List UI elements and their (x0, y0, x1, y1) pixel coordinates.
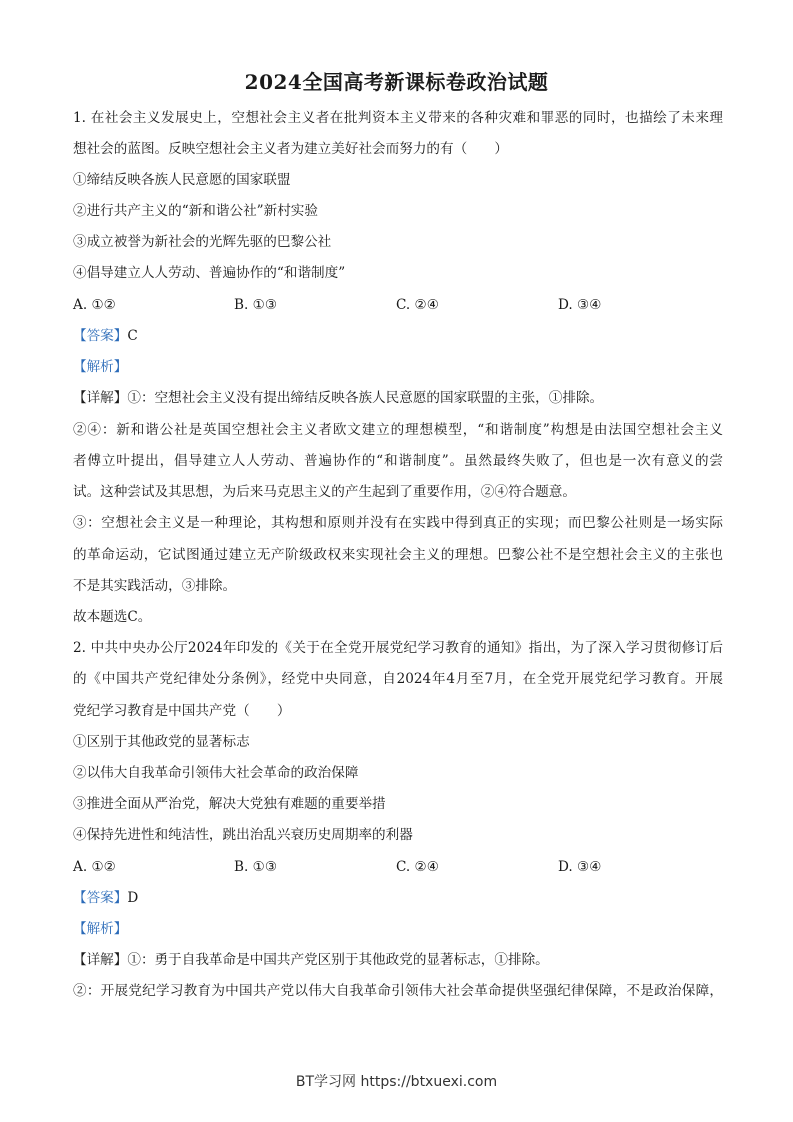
q1-option-a: A. ①② (73, 297, 116, 313)
q2-option-b: B. ①③ (234, 859, 278, 875)
q1-detail-tag: 【详解】 (73, 390, 128, 406)
q2-option-c: C. ②④ (396, 859, 439, 875)
q1-detail-first-text: ①：空想社会主义没有提出缔结反映各族人民意愿的国家联盟的主张，①排除。 (127, 390, 604, 406)
q1-conclusion: 故本题选C。 (73, 609, 152, 625)
q1-answer-value: C (127, 328, 138, 344)
q2-option-a: A. ①② (73, 859, 116, 875)
q1-detail-first (73, 389, 723, 407)
q1-detail-line-3: 试。这种尝试及其思想，为后来马克思主义的产生起到了重要作用，②④符合题意。 (73, 484, 576, 500)
q2-item-2: ②以伟大自我革命引领伟大社会革命的政治保障 (73, 765, 359, 781)
q1-analysis (73, 358, 723, 376)
q2-analysis (73, 920, 723, 938)
q2-stem-line-2: 的《中国共产党纪律处分条例》，经党中央同意，自2024年4月至7月，在全党开展党纪学习教育。开展 (73, 671, 723, 687)
q1-analysis-tag: 【解析】 (73, 359, 128, 375)
q1-option-c: C. ②④ (396, 297, 439, 313)
q1-answer-tag: 【答案】 (73, 328, 128, 344)
q1-detail-line-2: 者傅立叶提出，倡导建立人人劳动、普遍协作的“和谐制度”。虽然最终失败了，但也是一次有意义的尝 (73, 453, 723, 469)
page-title: 2024全国高考新课标卷政治试题 (244, 70, 549, 94)
q1-option-d: D. ③④ (558, 297, 602, 313)
q2-answer-value: D (127, 890, 139, 906)
q1-stem-line-2: 想社会的蓝图。反映空想社会主义者为建立美好社会而努力的有（ ） (73, 141, 508, 157)
q1-option-b: B. ①③ (234, 297, 278, 313)
q1-item-3: ③成立被誉为新社会的光辉先驱的巴黎公社 (73, 234, 332, 250)
q1-detail-line-4: ③：空想社会主义是一种理论，其构想和原则并没有在实践中得到真正的实现；而巴黎公社则是一场实际 (73, 515, 723, 531)
q2-analysis-tag: 【解析】 (73, 921, 128, 937)
q1-stem-line-1: 1. 在社会主义发展史上，空想社会主义者在批判资本主义带来的各种灾难和罪恶的同时，也描绘了未来理 (73, 110, 723, 126)
q2-item-3: ③推进全面从严治党，解决大党独有难题的重要举措 (73, 796, 386, 812)
q1-item-4: ④倡导建立人人劳动、普遍协作的“和谐制度” (73, 265, 346, 281)
q1-detail-line-6: 不是其实践活动，③排除。 (73, 578, 237, 594)
q2-detail-line-1: ②：开展党纪学习教育为中国共产党以伟大自我革命引领伟大社会革命提供坚强纪律保障，不是政治保障， (73, 983, 723, 999)
q2-detail-tag: 【详解】 (73, 952, 128, 968)
q2-answer (73, 889, 723, 907)
q2-stem-line-3: 党纪学习教育是中国共产党（ ） (73, 703, 291, 719)
site-footer: BT学习网 https://btxuexi.com (295, 1074, 498, 1090)
q1-detail-line-5: 的革命运动，它试图通过建立无产阶级政权来实现社会主义的理想。巴黎公社不是空想社会主义的主张也 (73, 547, 723, 563)
q2-detail-first-text: ①：勇于自我革命是中国共产党区别于其他政党的显著标志，①排除。 (127, 952, 549, 968)
q1-answer (73, 327, 723, 345)
q1-detail-line-1: ②④：新和谐公社是英国空想社会主义者欧文建立的理想模型，“和谐制度”构想是由法国空想社会主义 (73, 422, 723, 438)
q1-item-2: ②进行共产主义的“新和谐公社”新村实验 (73, 203, 318, 219)
q2-item-4: ④保持先进性和纯洁性，跳出治乱兴衰历史周期率的利器 (73, 827, 413, 843)
q2-item-1: ①区别于其他政党的显著标志 (73, 734, 250, 750)
q2-option-d: D. ③④ (558, 859, 602, 875)
q2-detail-first (73, 951, 723, 969)
q1-item-1: ①缔结反映各族人民意愿的国家联盟 (73, 172, 291, 188)
q2-stem-line-1: 2. 中共中央办公厅2024年印发的《关于在全党开展党纪学习教育的通知》指出，为了深入学习贯彻修订后 (73, 640, 723, 656)
q2-answer-tag: 【答案】 (73, 890, 128, 906)
